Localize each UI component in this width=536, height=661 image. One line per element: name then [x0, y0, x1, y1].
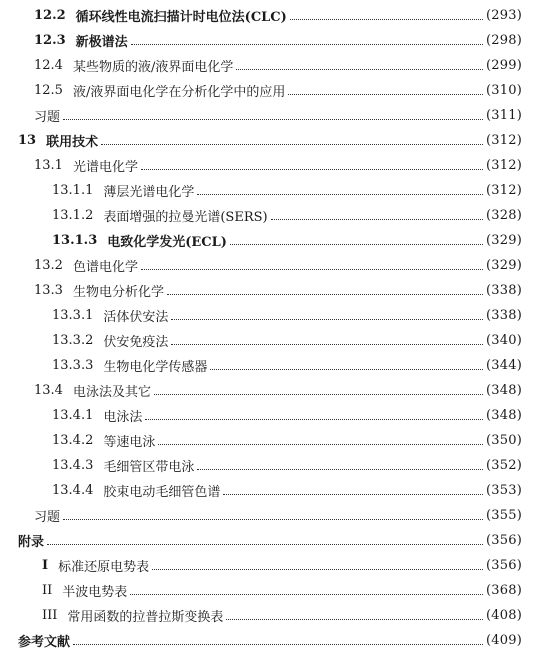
dot-leader — [154, 394, 483, 395]
dot-leader — [210, 369, 483, 370]
entry-page: (338) — [486, 307, 522, 323]
entry-number: 13.4 — [34, 382, 63, 398]
entry-page: (356) — [486, 532, 522, 548]
dot-leader — [63, 119, 483, 120]
toc-entry-13-2 — [34, 254, 522, 276]
entry-title: 液/液界面电化学在分析化学中的应用 — [72, 84, 286, 100]
entry-page: (344) — [486, 357, 522, 373]
entry-page: (355) — [486, 507, 522, 523]
entry-title: 光谱电化学 — [72, 159, 138, 175]
entry-page: (338) — [486, 282, 522, 298]
entry-page: (352) — [486, 457, 522, 473]
dot-leader — [230, 244, 483, 245]
entry-title: 等速电泳 — [103, 434, 156, 450]
dot-leader — [197, 469, 483, 470]
entry-page: (329) — [486, 232, 522, 248]
entry-number: 13.1 — [34, 157, 63, 173]
dot-leader — [141, 169, 483, 170]
entry-title: 循环线性电流扫描计时电位法(CLC) — [75, 9, 287, 25]
toc-entry-references — [18, 629, 522, 651]
entry-number: 12.4 — [34, 57, 63, 73]
toc-entry-12-5 — [34, 79, 522, 101]
dot-leader — [197, 194, 483, 195]
toc-entry-13-3 — [34, 279, 522, 301]
entry-number: 12.3 — [34, 32, 66, 48]
toc-entry-13-4-3 — [52, 454, 522, 476]
entry-number: II — [42, 582, 53, 598]
entry-number: 13.4.2 — [52, 432, 94, 448]
dot-leader — [223, 494, 483, 495]
entry-page: (312) — [486, 182, 522, 198]
entry-page: (329) — [486, 257, 522, 273]
entry-page: (408) — [486, 607, 522, 623]
dot-leader — [63, 519, 483, 520]
dot-leader — [47, 544, 483, 545]
entry-number: 12.2 — [34, 7, 66, 23]
dot-leader — [101, 144, 483, 145]
entry-page: (298) — [486, 32, 522, 48]
entry-number: 13.3 — [34, 282, 63, 298]
entry-number: 12.5 — [34, 82, 63, 98]
entry-title: 胶束电动毛细管色谱 — [103, 484, 221, 500]
entry-page: (409) — [486, 632, 522, 648]
toc-entry-13-1-1 — [52, 179, 522, 201]
dot-leader — [290, 19, 483, 20]
entry-title: 电泳法及其它 — [72, 384, 151, 400]
entry-title: 联用技术 — [46, 134, 99, 150]
entry-title: 活体伏安法 — [103, 309, 169, 325]
dot-leader — [167, 294, 483, 295]
entry-title: 附录 — [18, 534, 45, 550]
toc-entry-13 — [18, 129, 522, 151]
entry-page: (348) — [486, 382, 522, 398]
dot-leader — [226, 619, 483, 620]
entry-page: (312) — [486, 157, 522, 173]
toc-entry-exercises-13 — [34, 504, 522, 526]
toc-entry-13-3-3 — [52, 354, 522, 376]
toc-entry-exercises-12 — [34, 104, 522, 126]
dot-leader — [171, 344, 483, 345]
dot-leader — [236, 69, 483, 70]
dot-leader — [271, 219, 483, 220]
entry-title: 参考文献 — [18, 634, 71, 650]
toc-entry-13-1-2 — [52, 204, 522, 226]
entry-number: 13.2 — [34, 257, 63, 273]
entry-title: 伏安免疫法 — [103, 334, 169, 350]
entry-title: 毛细管区带电泳 — [103, 459, 195, 475]
entry-title: 电致化学发光(ECL) — [107, 234, 227, 250]
toc-entry-appendix — [18, 529, 522, 551]
dot-leader — [145, 419, 483, 420]
dot-leader — [130, 594, 483, 595]
entry-number: 13.1.2 — [52, 207, 94, 223]
entry-number: 13.4.3 — [52, 457, 94, 473]
entry-page: (348) — [486, 407, 522, 423]
dot-leader — [131, 44, 483, 45]
entry-page: (293) — [486, 7, 522, 23]
dot-leader — [73, 644, 483, 645]
entry-number: 13.3.1 — [52, 307, 94, 323]
entry-title: 电泳法 — [103, 409, 143, 425]
entry-page: (350) — [486, 432, 522, 448]
entry-title: 习题 — [34, 109, 61, 125]
entry-page: (310) — [486, 82, 522, 98]
toc-entry-13-4-4 — [52, 479, 522, 501]
entry-title: 薄层光谱电化学 — [103, 184, 195, 200]
dot-leader — [158, 444, 483, 445]
entry-page: (340) — [486, 332, 522, 348]
toc-entry-13-3-1 — [52, 304, 522, 326]
entry-number: III — [42, 607, 58, 623]
entry-title: 生物电分析化学 — [72, 284, 164, 300]
toc-entry-13-4 — [34, 379, 522, 401]
dot-leader — [152, 569, 483, 570]
dot-leader — [141, 269, 483, 270]
toc-entry-12-3 — [34, 29, 522, 51]
entry-number: 13.4.4 — [52, 482, 94, 498]
toc-entry-appendix-iii — [42, 604, 522, 626]
entry-page: (353) — [486, 482, 522, 498]
entry-title: 表面增强的拉曼光谱(SERS) — [103, 209, 268, 225]
entry-title: 半波电势表 — [62, 584, 128, 600]
toc-entry-13-1-3 — [52, 229, 522, 251]
entry-title: 标准还原电势表 — [58, 559, 150, 575]
entry-page: (311) — [486, 107, 522, 123]
entry-number: 13.3.3 — [52, 357, 94, 373]
entry-number: 13.3.2 — [52, 332, 94, 348]
toc-entry-13-4-1 — [52, 404, 522, 426]
entry-title: 生物电化学传感器 — [103, 359, 208, 375]
toc-entry-13-1 — [34, 154, 522, 176]
entry-number: 13 — [18, 132, 37, 148]
toc-entry-12-4 — [34, 54, 522, 76]
entry-number: 13.4.1 — [52, 407, 94, 423]
entry-title: 习题 — [34, 509, 61, 525]
dot-leader — [171, 319, 483, 320]
entry-number: 13.1.1 — [52, 182, 94, 198]
entry-title: 新极谱法 — [75, 34, 128, 50]
entry-title: 色谱电化学 — [72, 259, 138, 275]
toc-entry-appendix-ii — [42, 579, 522, 601]
entry-page: (328) — [486, 207, 522, 223]
entry-page: (368) — [486, 582, 522, 598]
toc-entry-12-2 — [34, 4, 522, 26]
entry-title: 某些物质的液/液界面电化学 — [72, 59, 234, 75]
toc-entry-13-3-2 — [52, 329, 522, 351]
entry-page: (356) — [486, 557, 522, 573]
dot-leader — [288, 94, 483, 95]
entry-title: 常用函数的拉普拉斯变换表 — [67, 609, 224, 625]
toc-entry-13-4-2 — [52, 429, 522, 451]
entry-number: I — [42, 557, 49, 573]
entry-page: (312) — [486, 132, 522, 148]
entry-page: (299) — [486, 57, 522, 73]
toc-entry-appendix-i — [42, 554, 522, 576]
entry-number: 13.1.3 — [52, 232, 98, 248]
